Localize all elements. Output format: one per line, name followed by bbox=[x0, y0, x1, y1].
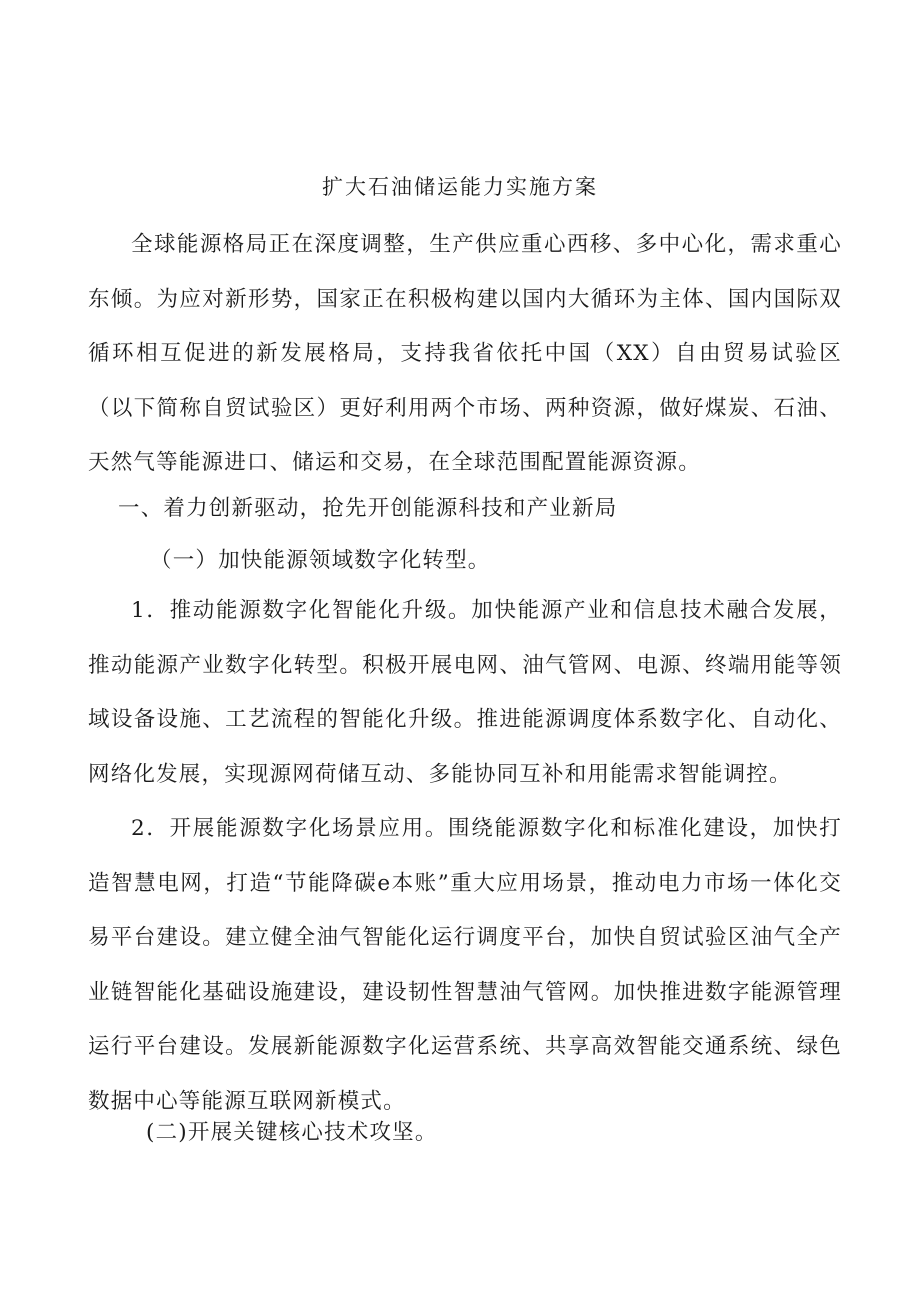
subsection-heading-1: （一）加快能源领域数字化转型。 bbox=[150, 548, 491, 573]
item-paragraph-2: 2．开展能源数字化场景应用。围绕能源数字化和标准化建设，加快打造智慧电网，打造“节能降碳e本账”重大应用场景，推动电力市场一体化交易平台建设。建立健全油气智能化运行调度平台，加快自贸试验区油气全产业链智能化基础设施建设，建设韧性智慧油气管网。加快推进数字能源管理运行平台建设。发展新能源数字化运营系统、共享高效智能交通系统、绿色数据中心等能源互联网新模式。 bbox=[88, 816, 842, 1114]
document-title: 扩大石油储运能力实施方案 bbox=[322, 175, 598, 199]
intro-paragraph: 全球能源格局正在深度调整，生产供应重心西移、多中心化，需求重心东倾。为应对新形势，国家正在积极构建以国内大循环为主体、国内国际双循环相互促进的新发展格局，支持我省依托中国（XX）自由贸易试验区（以下简称自贸试验区）更好利用两个市场、两种资源，做好煤炭、石油、天然气等能源进口、储运和交易，在全球范围配置能源资源。 bbox=[88, 232, 842, 475]
item-paragraph-1: 1．推动能源数字化智能化升级。加快能源产业和信息技术融合发展，推动能源产业数字化转型。积极开展电网、油气管网、电源、终端用能等领域设备设施、工艺流程的智能化升级。推进能源调度体系数字化、自动化、网络化发展，实现源网荷储互动、多能协同互补和用能需求智能调控。 bbox=[88, 598, 842, 787]
subsection-heading-2: (二)开展关键核心技术攻坚。 bbox=[146, 1120, 438, 1145]
section-heading-1: 一、着力创新驱动，抢先开创能源科技和产业新局 bbox=[118, 496, 618, 521]
